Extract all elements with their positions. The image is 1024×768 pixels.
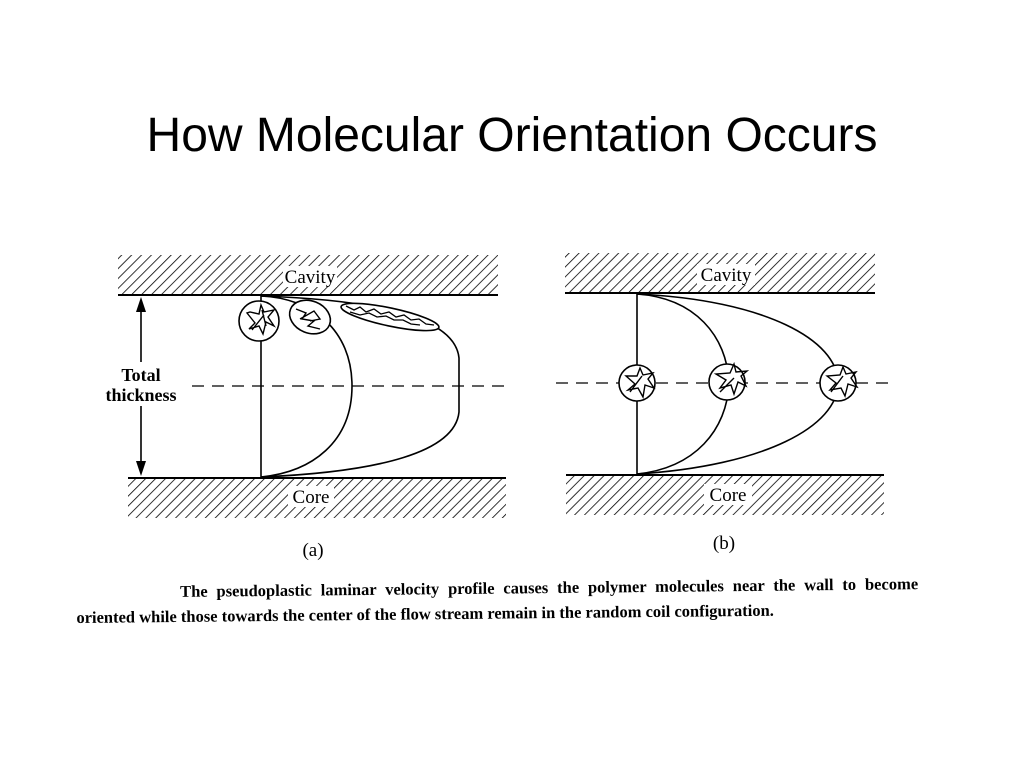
panel-label-a: (a): [302, 540, 324, 561]
core-label-b: Core: [709, 485, 747, 506]
slide-title: How Molecular Orientation Occurs: [146, 109, 878, 162]
thickness-label-line1: Total: [121, 365, 161, 385]
molecule-random-coil-b2: [709, 364, 747, 400]
panel-label-b: (b): [712, 533, 736, 554]
thickness-label-line2: thickness: [105, 385, 177, 405]
core-label-a: Core: [292, 487, 330, 508]
figure-caption: The pseudoplastic laminar velocity profile causes the polymer molecules near the wall to become oriented while those towards the center of the flow stream remain in the random coil configuration.: [76, 574, 919, 627]
cavity-label-b: Cavity: [700, 265, 752, 286]
molecule-random-coil-a: [239, 301, 279, 341]
panel-b: [556, 253, 890, 515]
arrow-down-icon: [136, 461, 146, 476]
molecule-random-coil-b1: [619, 365, 655, 401]
molecule-oriented-a: [339, 298, 441, 336]
panel-a: [100, 255, 512, 518]
cavity-label-a: Cavity: [284, 267, 336, 288]
arrow-up-icon: [136, 297, 146, 312]
molecule-random-coil-b3: [820, 365, 857, 401]
